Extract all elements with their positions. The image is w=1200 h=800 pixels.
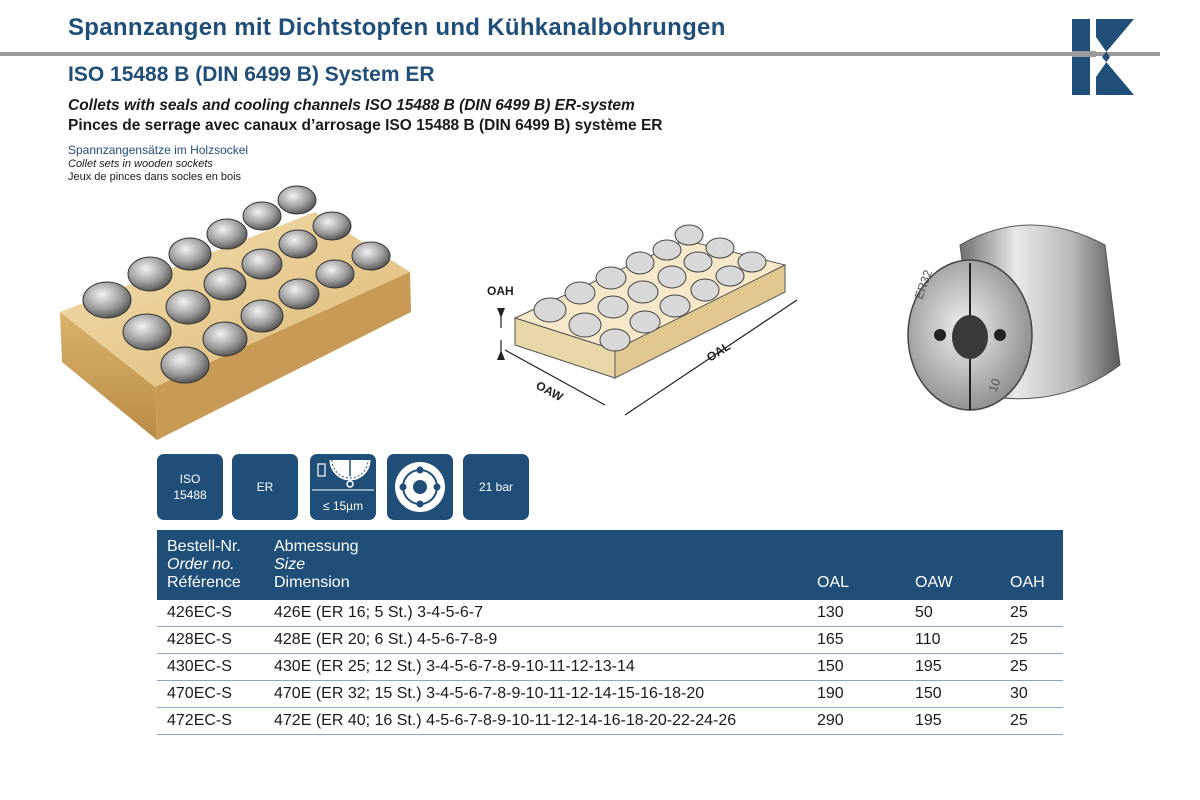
cell-oaw: 150 <box>915 685 942 702</box>
sets-label-english: Collet sets in wooden sockets <box>68 158 213 170</box>
dimension-diagram <box>485 200 815 430</box>
header-order-de: Bestell-Nr. <box>167 538 241 555</box>
cell-order: 428EC-S <box>167 631 232 648</box>
cell-oah: 30 <box>1010 685 1028 702</box>
collet-size-mark: ER32 <box>911 268 936 302</box>
pressure-badge <box>463 454 529 520</box>
header-size-en: Size <box>274 556 306 573</box>
collet-photo <box>900 205 1130 415</box>
cell-oal: 130 <box>817 604 844 621</box>
dial-gauge-icon <box>310 454 376 500</box>
oaw-label: OAW <box>533 378 566 405</box>
header-order-en: Order no. <box>167 556 235 573</box>
description-english: Collets with seals and cooling channels ISO 15488 B (DIN 6499 B) ER-system <box>68 97 635 114</box>
cell-oah: 25 <box>1010 658 1028 675</box>
header-oah: OAH <box>1010 574 1045 591</box>
header-oaw: OAW <box>915 574 953 591</box>
cell-size: 472E (ER 40; 16 St.) 4-5-6-7-8-9-10-11-12-14-16-18-20-22-24-26 <box>274 712 737 729</box>
accuracy-label: ≤ 15µm <box>322 499 364 513</box>
page-title: Spannzangen mit Dichtstopfen und Kühkanalbohrungen <box>68 14 726 41</box>
cell-oah: 25 <box>1010 712 1028 729</box>
iso-badge-line1: ISO <box>179 472 201 486</box>
description-french: Pinces de serrage avec canaux d’arrosage ISO 15488 B (DIN 6499 B) système ER <box>68 117 663 134</box>
cell-oah: 25 <box>1010 631 1028 648</box>
cell-size: 426E (ER 16; 5 St.) 3-4-5-6-7 <box>274 604 483 621</box>
header-oal: OAL <box>817 574 850 591</box>
brand-logo <box>1072 19 1136 95</box>
cell-order: 430EC-S <box>167 658 232 675</box>
cell-size: 470E (ER 32; 15 St.) 3-4-5-6-7-8-9-10-11-12-14-15-16-18-20 <box>274 685 705 702</box>
cell-order: 426EC-S <box>167 604 232 621</box>
cell-order: 470EC-S <box>167 685 232 702</box>
iso-badge-line2: 15488 <box>173 488 207 502</box>
table-row <box>157 627 1063 654</box>
header-order-fr: Référence <box>167 574 241 591</box>
cell-oaw: 195 <box>915 712 942 729</box>
title-divider <box>0 52 1160 56</box>
cell-oaw: 195 <box>915 658 942 675</box>
cell-oaw: 50 <box>915 604 933 621</box>
oah-label: OAH <box>487 284 514 298</box>
table-row <box>157 654 1063 681</box>
sets-label-french: Jeux de pinces dans socles en bois <box>68 171 242 183</box>
header-size-fr: Dimension <box>274 574 350 591</box>
cooling-channel-icon <box>393 460 447 514</box>
cell-size: 430E (ER 25; 12 St.) 3-4-5-6-7-8-9-10-11-12-13-14 <box>274 658 635 675</box>
cell-size: 428E (ER 20; 6 St.) 4-5-6-7-8-9 <box>274 631 498 648</box>
page-subtitle: ISO 15488 B (DIN 6499 B) System ER <box>68 63 435 86</box>
cell-oal: 150 <box>817 658 844 675</box>
table-row <box>157 600 1063 627</box>
cell-oah: 25 <box>1010 604 1028 621</box>
pressure-label: 21 bar <box>478 480 514 494</box>
accuracy-badge <box>310 454 376 520</box>
collet-set-photo <box>55 182 415 442</box>
collet-diameter-mark: 10 <box>985 376 1004 395</box>
oal-label: OAL <box>704 338 733 365</box>
header-size-de: Abmessung <box>274 538 359 555</box>
er-system-badge <box>232 454 298 520</box>
table-row <box>157 681 1063 708</box>
table-body <box>157 600 1063 735</box>
table-header <box>157 530 1063 600</box>
er-badge-label: ER <box>256 480 274 494</box>
cell-oal: 290 <box>817 712 844 729</box>
cell-order: 472EC-S <box>167 712 232 729</box>
order-table <box>157 530 1063 735</box>
cell-oaw: 110 <box>915 631 941 648</box>
cooling-channel-badge <box>387 454 453 520</box>
table-row <box>157 708 1063 735</box>
sets-label-german: Spannzangensätze im Holzsockel <box>68 143 249 157</box>
cell-oal: 190 <box>817 685 844 702</box>
iso-standard-badge <box>157 454 223 520</box>
cell-oal: 165 <box>817 631 844 648</box>
